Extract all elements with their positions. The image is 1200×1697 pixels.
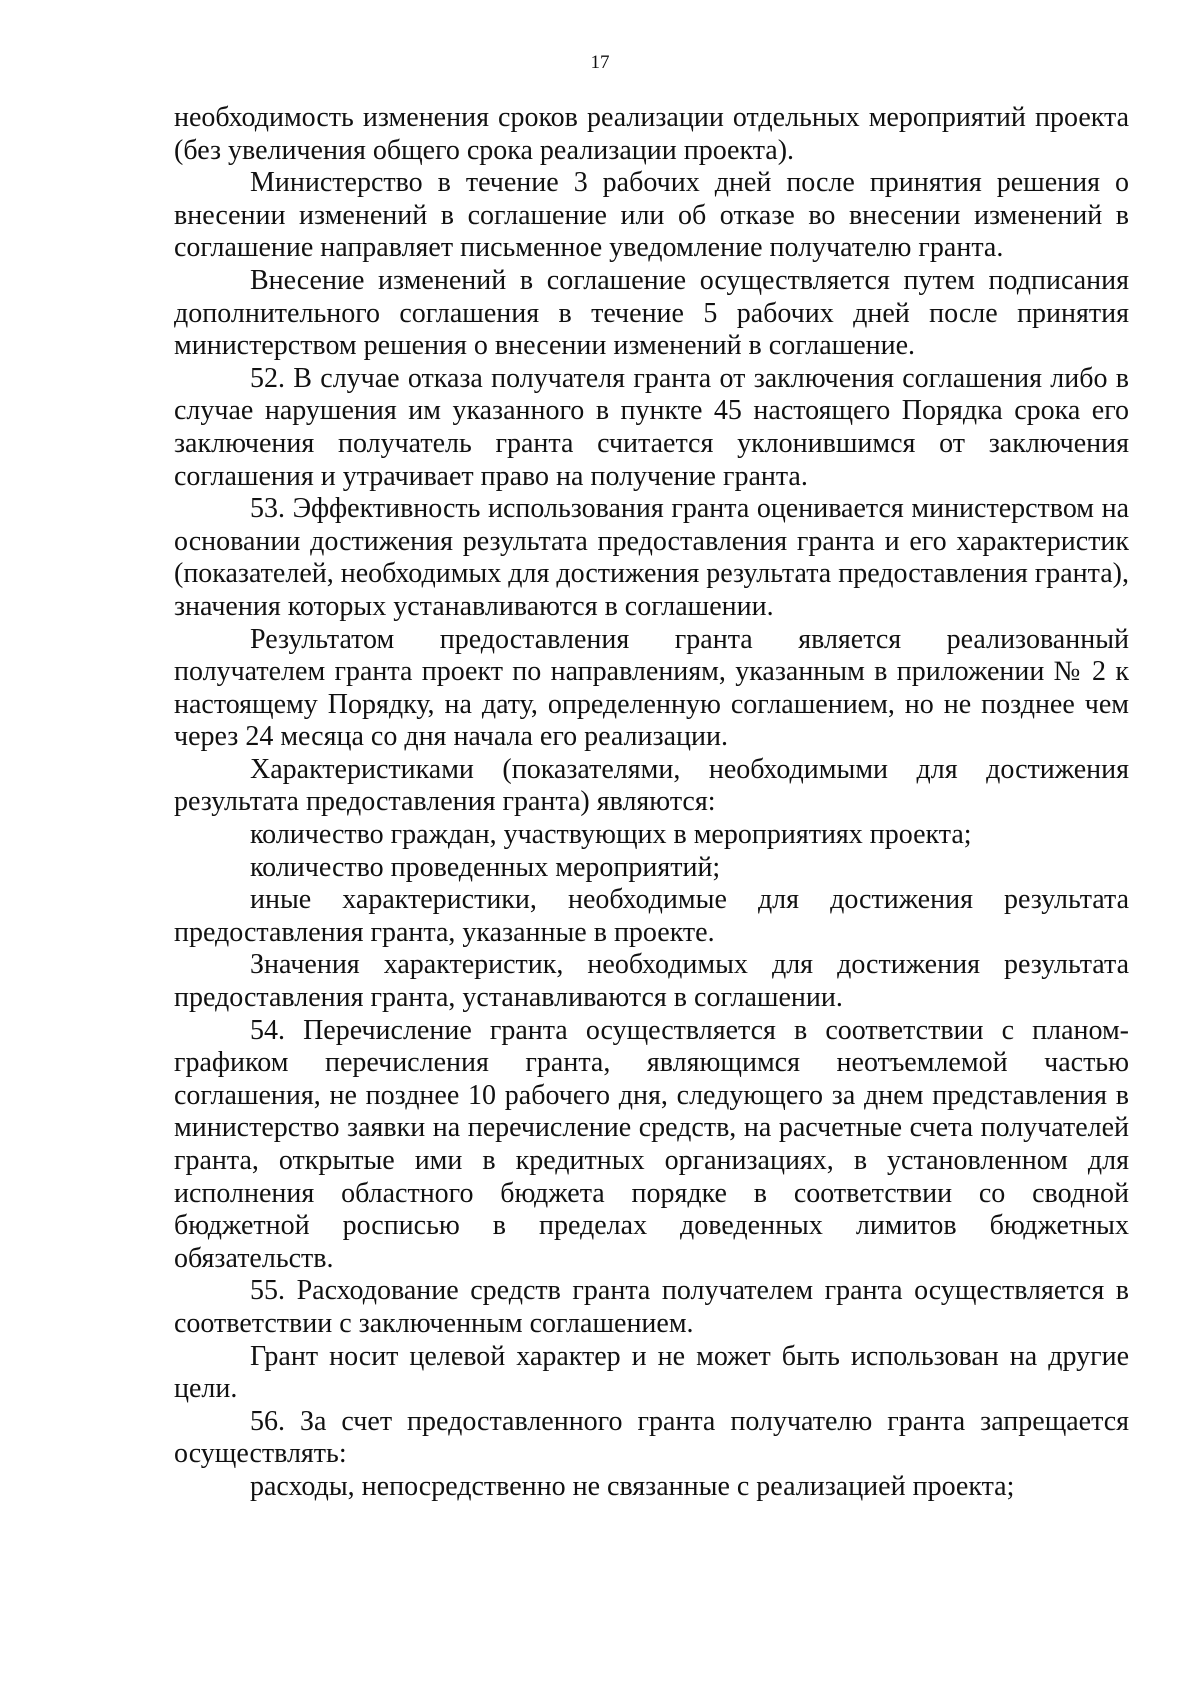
- paragraph-clause-55: 55. Расходование средств гранта получателем гранта осуществляется в соответствии с заключенным соглашением.: [174, 1275, 1129, 1339]
- paragraph-amendment-procedure: Внесение изменений в соглашение осуществляется путем подписания дополнительного соглашения в течение 5 рабочих дней после принятия министерством решения о внесении изменений в соглашение.: [174, 264, 1129, 362]
- paragraph-grant-result: Результатом предоставления гранта является реализованный получателем гранта проект по направлениям, указанным в приложении № 2 к настоящему Порядку, на дату, определенную соглашением, но не позднее чем через 24 месяца со дня начала его реализации.: [174, 623, 1129, 753]
- paragraph-continuation: необходимость изменения сроков реализации отдельных мероприятий проекта (без увеличения общего срока реализации проекта).: [174, 102, 1129, 166]
- paragraph-characteristics-intro: Характеристиками (показателями, необходимыми для достижения результата предоставления гранта) являются:: [174, 753, 1129, 818]
- paragraph-clause-53: 53. Эффективность использования гранта оценивается министерством на основании достижения результата предоставления гранта и его характеристик (показателей, необходимых для достижения результата предоставления гранта), значения которых устанавливаются в соглашении.: [174, 493, 1129, 622]
- document-body: [174, 102, 1129, 1504]
- paragraph-ministry-notification: Министерство в течение 3 рабочих дней после принятия решения о внесении изменений в соглашение или об отказе во внесении изменений в соглашение направляет письменное уведомление получателю гранта.: [174, 167, 1129, 264]
- paragraph-targeted-grant: Грант носит целевой характер и не может быть использован на другие цели.: [174, 1340, 1129, 1405]
- list-item-other-characteristics: иные характеристики, необходимые для достижения результата предоставления гранта, указанные в проекте.: [174, 884, 1129, 948]
- list-item-events-count: количество проведенных мероприятий;: [250, 851, 721, 883]
- paragraph-characteristics-values: Значения характеристик, необходимых для достижения результата предоставления гранта, устанавливаются в соглашении.: [174, 949, 1129, 1014]
- paragraph-clause-54: 54. Перечисление гранта осуществляется в соответствии с планом-графиком перечисления гранта, являющимся неотъемлемой частью соглашения, не позднее 10 рабочего дня, следующего за днем представления в министерство заявки на перечисление средств, на расчетные счета получателей гранта, открытые ими в кредитных организациях, в установленном для исполнения областного бюджета порядке в соответствии со сводной бюджетной росписью в пределах доведенных лимитов бюджетных обязательств.: [174, 1014, 1129, 1274]
- list-item-citizens-count: количество граждан, участвующих в мероприятиях проекта;: [250, 819, 972, 851]
- paragraph-clause-52: 52. В случае отказа получателя гранта от заключения соглашения либо в случае нарушения им указанного в пункте 45 настоящего Порядка срока его заключения получатель гранта считается уклонившимся от заключения соглашения и утрачивает право на получение гранта.: [174, 362, 1129, 492]
- paragraph-clause-56: 56. За счет предоставленного гранта получателю гранта запрещается осуществлять:: [174, 1405, 1129, 1470]
- page-number: 17: [590, 52, 610, 73]
- list-item-unrelated-expenses: расходы, непосредственно не связанные с реализацией проекта;: [250, 1470, 1015, 1502]
